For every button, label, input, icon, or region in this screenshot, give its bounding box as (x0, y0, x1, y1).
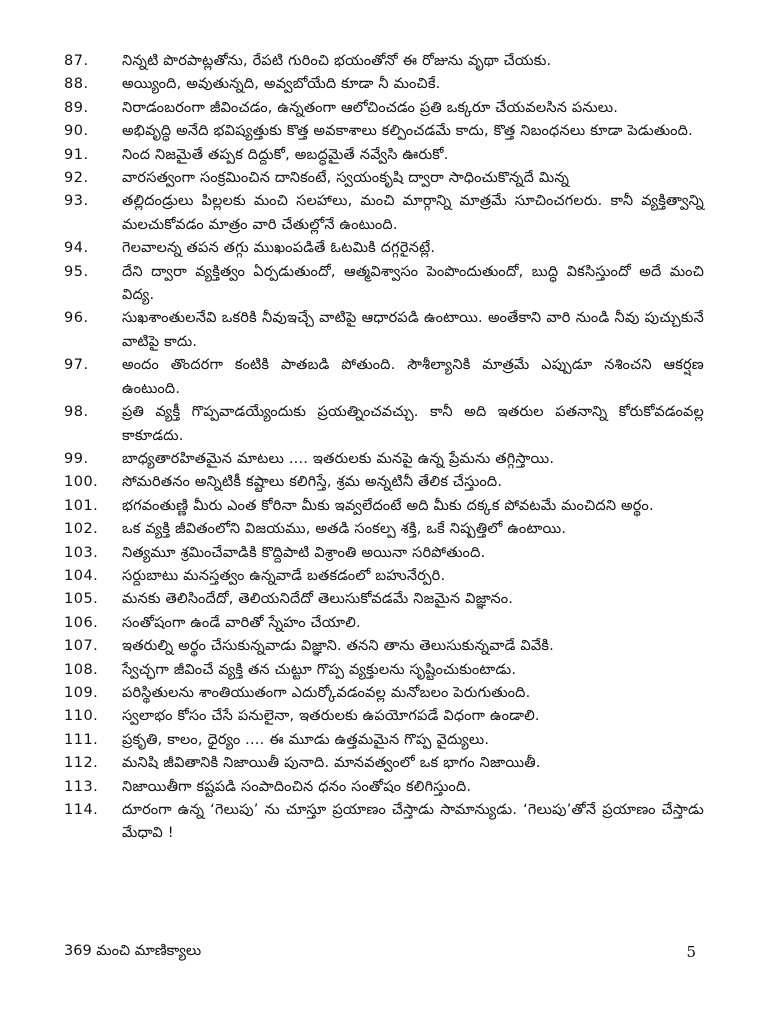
saying-item (64, 120, 704, 143)
saying-text: నిత్యమూ శ్రమించేవాడికి కొద్దిపాటి విశ్రాంతి అయినా సరిపోతుంది. (122, 544, 486, 561)
saying-item (64, 659, 704, 682)
saying-number: 103. (64, 544, 99, 561)
saying-number: 108. (64, 661, 99, 678)
saying-text: ఇతరుల్ని అర్థం చేసుకున్నవాడు విజ్ఞాని. తనని తాను తెలుసుకున్నవాడే వివేకి. (122, 638, 554, 655)
saying-number: 96. (64, 310, 89, 327)
saying-text: గెలవాలన్న తపన తగ్గు ముఖంపడితే ఓటమికి దగ్గరైనట్లే. (122, 240, 436, 257)
saying-item (64, 401, 704, 448)
saying-number: 111. (64, 731, 99, 748)
saying-item (64, 612, 704, 635)
saying-item (64, 237, 704, 260)
saying-text: బాధ్యతారహితమైన మాటలు .... ఇతరులకు మనపై ఉన్న ప్రేమను తగ్గిస్తాయి. (122, 450, 555, 467)
saying-number: 112. (64, 755, 99, 772)
saying-number: 106. (64, 614, 99, 631)
saying-item (64, 729, 704, 752)
saying-text: సర్దుబాటు మనస్తత్వం ఉన్నవాడే బతకడంలో బహునేర్పరి. (122, 567, 446, 584)
saying-number: 99. (64, 450, 89, 467)
book-title: 369 మంచి మాణిక్యాలు (64, 943, 202, 959)
saying-number: 98. (64, 404, 89, 421)
saying-number: 92. (64, 170, 89, 187)
saying-item (64, 73, 704, 96)
saying-text: దూరంగా ఉన్న ‘గెలుపు’ ను చూస్తూ ప్రయాణం చేస్తాడు సామాన్యుడు. ‘గెలుపు’తోనే ప్రయాణం చేస్తాడు మేధావి ! (122, 802, 704, 842)
saying-text: సోమరితనం అన్నిటికీ కష్టాలు కలిగిస్తే, శ్రమ అన్నటినీ తేలిక చేస్తుంది. (122, 474, 503, 491)
saying-text: దేని ద్వారా వ్యక్తిత్వం ఏర్పడుతుందో, ఆత్మవిశ్వాసం పెంపొందుతుందో, బుద్ధి వికసిస్తుందో అదే మంచి విద్య. (122, 263, 704, 304)
saying-text: ప్రకృతి, కాలం, ధైర్యం .... ఈ మూడు ఉత్తమమైన గొప్ప వైద్యులు. (122, 731, 490, 748)
saying-text: పరిస్థితులను శాంతియుతంగా ఎదుర్కోవడంవల్ల మనోబలం పెరుగుతుంది. (122, 684, 531, 701)
saying-item (64, 50, 704, 73)
saying-item (64, 776, 704, 799)
saying-item (64, 752, 704, 775)
saying-number: 91. (64, 146, 89, 163)
saying-text: నిన్నటి పొరపాట్లతోను, రేపటి గురించి భయంతోనో ఈ రోజును వృథా చేయకు. (122, 53, 552, 69)
saying-number: 88. (64, 76, 89, 93)
saying-text: తల్లిదండ్రులు పిల్లలకు మంచి సలహాలు, మంచి మార్గాన్ని మాత్రమే సూచించగలరు. కానీ వ్యక్తిత్వాన్ని మలచుకోవడం మాత్రం వారి చేతుల్లోనే ఉంటుంది. (122, 193, 704, 233)
saying-number: 95. (64, 263, 89, 280)
saying-item (64, 799, 704, 846)
saying-item (64, 448, 704, 471)
saying-number: 97. (64, 357, 89, 374)
saying-item (64, 261, 704, 308)
saying-number: 94. (64, 240, 89, 257)
saying-number: 113. (64, 778, 99, 795)
saying-item (64, 565, 704, 588)
saying-item (64, 471, 704, 494)
saying-text: అందం తొందరగా కంటికి పాతబడి పోతుంది. సౌశీల్యానికి మాత్రమే ఎప్పుడూ నశించని ఆకర్షణ ఉంటుంది. (122, 357, 704, 397)
saying-text: వారసత్వంగా సంక్రమించిన దానికంటే, స్వయంకృషి ద్వారా సాధించుకొన్నదే మిన్న (122, 170, 570, 187)
saying-item (64, 518, 704, 541)
saying-item (64, 682, 704, 705)
saying-text: ఒక వ్యక్తి జీవితంలోని విజయము, అతడి సంకల్ప శక్తి, ఒకే నిష్పత్తిలో ఉంటాయి. (122, 521, 567, 538)
saying-number: 109. (64, 684, 99, 701)
saying-text: నిజాయితీగా కష్టపడి సంపాదించిన ధనం సంతోషం కలిగిస్తుంది. (122, 778, 472, 795)
saying-text: స్వలాభం కోసం చేసే పనులైనా, ఇతరులకు ఉపయోగపడే విధంగా ఉండాలి. (122, 708, 540, 725)
saying-text: నిరాడంబరంగా జీవించడం, ఉన్నతంగా ఆలోచించడం ప్రతి ఒక్కరూ చేయవలసిన పనులు. (122, 99, 619, 116)
saying-number: 89. (64, 99, 89, 116)
saying-number: 100. (64, 474, 99, 491)
saying-number: 90. (64, 123, 89, 140)
saying-text: సుఖశాంతులనేవి ఒకరికి నీవుఇచ్చే వాటిపై ఆధారపడి ఉంటాయి. అంతేకాని వారి నుండి నీవు పుచ్చుకునే వాటిపై కాదు. (122, 310, 704, 350)
saying-number: 107. (64, 638, 99, 655)
saying-text: ప్రతి వ్యక్తీ గొప్పవాడయ్యేందుకు ప్రయత్నించవచ్చు. కానీ అది ఇతరుల పతనాన్ని కోరుకోవడంవల్ల కాకూడదు. (122, 404, 704, 444)
saying-text: నింద నిజమైతే తప్పక దిద్దుకో, అబద్ధమైతే నవ్వేసి ఊరుకో. (122, 146, 449, 163)
saying-item (64, 144, 704, 167)
saying-item (64, 495, 704, 518)
saying-item (64, 635, 704, 658)
saying-item (64, 97, 704, 120)
saying-item (64, 190, 704, 237)
saying-number: 110. (64, 708, 99, 725)
saying-item (64, 354, 704, 401)
saying-text: మనకు తెలిసిందేదో, తెలియనిదేదో తెలుసుకోవడమే నిజమైన విజ్ఞానం. (122, 591, 514, 608)
saying-text: మనిషి జీవితానికి నిజాయితీ పునాది. మానవత్వంలో ఒక భాగం నిజాయితీ. (122, 755, 541, 772)
saying-text: స్వేచ్ఛగా జీవించే వ్యక్తి తన చుట్టూ గొప్ప వ్యక్తులను సృష్టించుకుంటాడు. (122, 661, 517, 678)
saying-text: సంతోషంగా ఉండే వారితో స్నేహం చేయాలి. (122, 614, 361, 631)
saying-number: 87. (64, 53, 89, 69)
saying-number: 104. (64, 567, 99, 584)
saying-text: అభివృద్ధి అనేది భవిష్యత్తుకు కొత్త అవకాశాలు కల్పించడమే కాదు, కొత్త నిబంధనలు కూడా పెడుతుంది. (122, 123, 693, 140)
saying-number: 93. (64, 193, 89, 210)
saying-number: 114. (64, 802, 99, 818)
saying-text: భగవంతుణ్ణి మీరు ఎంత కోరినా మీకు ఇవ్వలేదంటే అది మీకు దక్కక పోవటమే మంచిదని అర్థం. (122, 497, 654, 514)
saying-number: 102. (64, 521, 99, 538)
saying-item (64, 307, 704, 354)
page-number: 5 (686, 943, 696, 961)
saying-item (64, 167, 704, 190)
saying-number: 105. (64, 591, 99, 608)
saying-text: అయ్యింది, అవుతున్నది, అవ్వబోయేది కూడా నీ మంచికే. (122, 76, 441, 93)
saying-item (64, 542, 704, 565)
sayings-list (64, 50, 704, 846)
saying-number: 101. (64, 497, 99, 514)
saying-item (64, 588, 704, 611)
saying-item (64, 705, 704, 728)
